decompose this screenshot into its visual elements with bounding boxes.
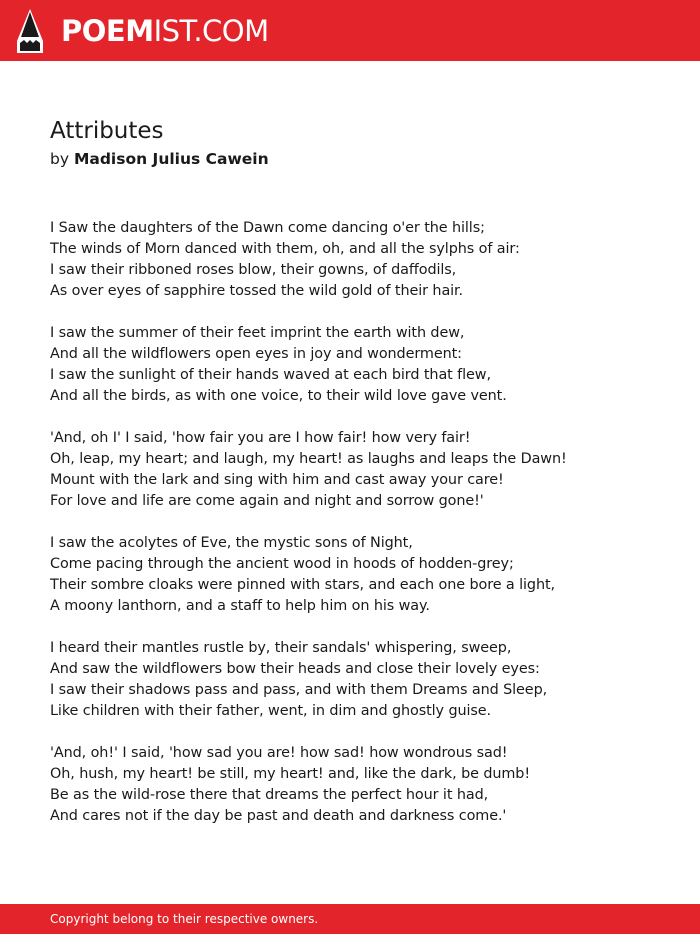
poem-line: I saw the sunlight of their hands waved at each bird that flew, [50, 367, 491, 383]
poem-line: And all the wildflowers open eyes in joy and wonderment: [50, 346, 462, 362]
poem-line: Like children with their father, went, in dim and ghostly guise. [50, 703, 492, 719]
poem-line: Their sombre cloaks were pinned with stars, and each one bore a light, [50, 577, 555, 593]
poem-line: I heard their mantles rustle by, their sandals' whispering, sweep, [50, 640, 512, 656]
stanza [50, 218, 670, 302]
site-logo[interactable] [61, 11, 269, 51]
pencil-icon [17, 9, 43, 53]
byline [50, 148, 269, 170]
poem-line: Oh, leap, my heart; and laugh, my heart! as laughs and leaps the Dawn! [50, 451, 567, 467]
copyright-text: Copyright belong to their respective owners. [50, 912, 319, 926]
poem-line: 'And, oh!' I said, 'how sad you are! how sad! how wondrous sad! [50, 745, 508, 761]
stanza [50, 533, 670, 617]
poem-line: I saw their ribboned roses blow, their gowns, of daffodils, [50, 262, 457, 278]
poem-line: Be as the wild-rose there that dreams the perfect hour it had, [50, 787, 489, 803]
site-header [0, 0, 700, 61]
poem-line: For love and life are come again and night and sorrow gone!' [50, 493, 484, 509]
poem-line: Come pacing through the ancient wood in hoods of hodden-grey; [50, 556, 514, 572]
poem-line: And saw the wildflowers bow their heads and close their lovely eyes: [50, 661, 540, 677]
poem-line: And all the birds, as with one voice, to their wild love gave vent. [50, 388, 507, 404]
author-name: Madison Julius Cawein [73, 150, 269, 168]
poem-line: Mount with the lark and sing with him and cast away your care! [50, 472, 504, 488]
logo-light-text: IST.COM [153, 14, 269, 48]
poem-line: I saw the summer of their feet imprint the earth with dew, [50, 325, 465, 341]
stanza [50, 323, 670, 407]
poem-line: I saw the acolytes of Eve, the mystic sons of Night, [50, 535, 413, 551]
stanza [50, 638, 670, 722]
site-footer [0, 904, 700, 934]
by-label: by [50, 150, 70, 168]
poem-line: Oh, hush, my heart! be still, my heart! and, like the dark, be dumb! [50, 766, 531, 782]
poem-line: I saw their shadows pass and pass, and with them Dreams and Sleep, [50, 682, 548, 698]
stanza [50, 428, 670, 512]
poem-title: Attributes [50, 118, 164, 144]
poem-line: And cares not if the day be past and death and darkness come.' [50, 808, 507, 824]
poem-line: The winds of Morn danced with them, oh, and all the sylphs of air: [50, 241, 520, 257]
poem-line: As over eyes of sapphire tossed the wild gold of their hair. [50, 283, 464, 299]
poem-line: 'And, oh I' I said, 'how fair you are I how fair! how very fair! [50, 430, 471, 446]
logo-bold-text: POEM [61, 14, 154, 48]
poem-line: I Saw the daughters of the Dawn come dancing o'er the hills; [50, 220, 485, 236]
poem-body [50, 218, 670, 848]
poem-line: A moony lanthorn, and a staff to help him on his way. [50, 598, 430, 614]
stanza [50, 743, 670, 827]
